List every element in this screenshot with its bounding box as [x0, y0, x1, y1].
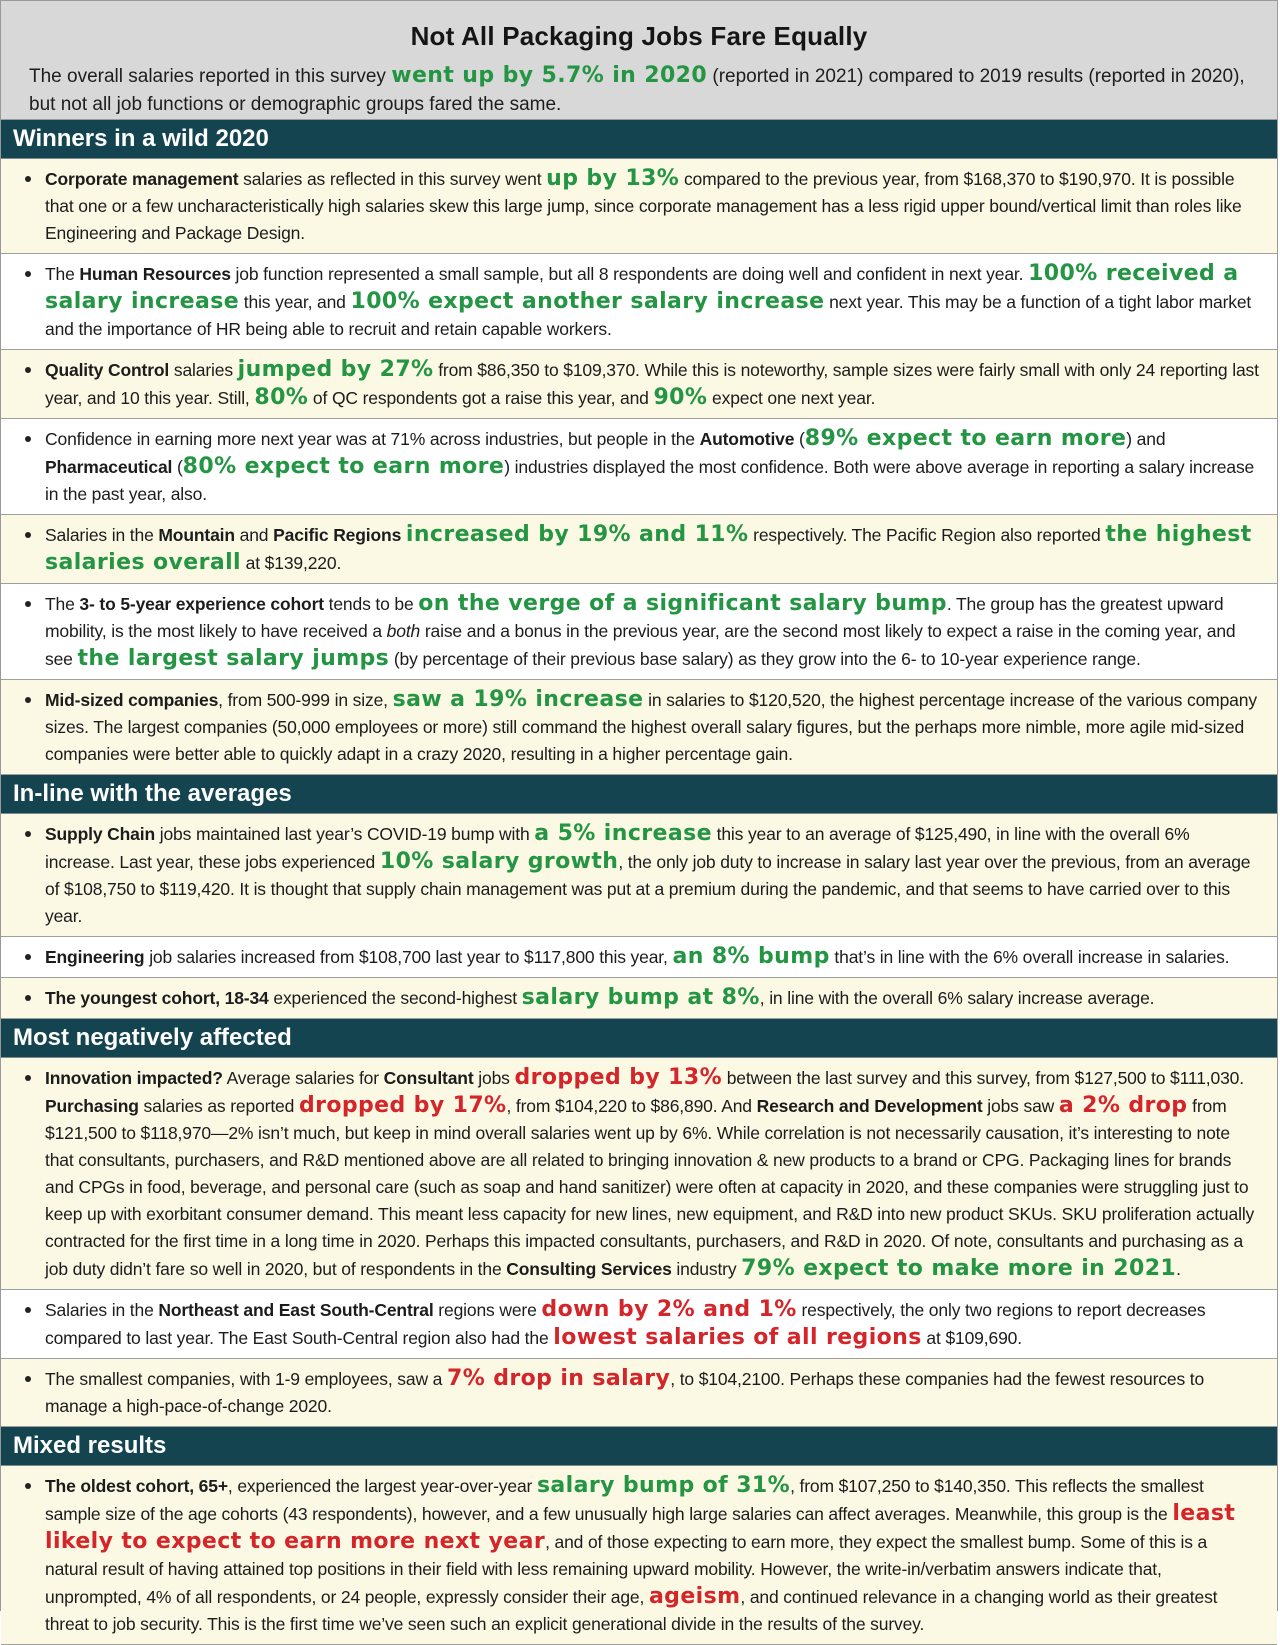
text-run: (reported in 2021) compared to 2019 results (reported in 2020), but not all job functions or demographic groups fared the same. — [29, 66, 1245, 115]
text-run: regions were — [433, 1300, 542, 1320]
list-item — [1, 515, 1277, 584]
bold-term: Corporate management — [45, 169, 239, 189]
text-run: from $86,350 to $109,370. While this is noteworthy, sample sizes were fairly small with only 24 reporting last year, and 10 this year. Still, — [45, 360, 1259, 408]
text-run: , to $104,2100. Perhaps these companies had the fewest resources to manage a high-pace-of-change 2020. — [45, 1369, 1205, 1416]
text-run: at $109,690. — [921, 1328, 1022, 1348]
text-run: next year. This may be a function of a tight labor market and the importance of HR being able to recruit and retain capable workers. — [45, 292, 1252, 339]
bold-term: 3- to 5-year experience cohort — [79, 594, 324, 614]
positive-highlight: 80% — [254, 385, 309, 410]
text-run: from $121,500 to $118,970—2% isn’t much, but keep in mind overall salaries went up by 6%. While correlation is not necessarily causation, it’s interesting to note that consultants, purchasers, and R&D mentioned above are all related to bringing innovation & new products to a brand or CPG. Packaging lines for brands and CPGs in food, beverage, and personal care (such as soap and hand sanitizer) were often at capacity in 2020, and these companies were struggling just to keep up with exorbitant consumer demand. This meant less capacity for new lines, new equipment, and R&D into new product SKUs. SKU proliferation actually contracted for the first time in a long time in 2020. Perhaps this impacted consultants, purchasers, and R&D in 2020. Of note, consultants and purchasing as a job duty didn’t fare so well in 2020, but of respondents in the — [45, 1096, 1255, 1279]
positive-highlight: the highest salaries overall — [45, 522, 1252, 575]
bold-term: Automotive — [699, 429, 795, 449]
text-run: . — [1176, 1259, 1181, 1279]
list-item — [1, 254, 1277, 350]
list-item — [1, 1058, 1277, 1290]
positive-highlight: 10% salary growth — [379, 849, 619, 874]
intro-text — [29, 62, 1249, 119]
negative-highlight: 7% drop in salary — [446, 1366, 671, 1391]
page-title: Not All Packaging Jobs Fare Equally — [410, 21, 868, 51]
list-item — [1, 1466, 1277, 1645]
list-item — [1, 814, 1277, 937]
text-run: salaries — [169, 360, 238, 380]
text-run: The smallest companies, with 1-9 employees, saw a — [45, 1369, 447, 1389]
text-run: salaries as reflected in this survey went — [238, 169, 547, 189]
section-heading: Most negatively affected — [1, 1019, 1277, 1058]
positive-highlight: jumped by 27% — [237, 357, 434, 382]
negative-highlight: least likely to expect to earn more next year — [45, 1501, 1236, 1554]
bold-term: Mid-sized companies — [45, 690, 219, 710]
text-run: in salaries to $120,520, the highest percentage increase of the various company sizes. The largest companies (50,000 employees or more) still command the highest overall salary figures, but the perhaps more nimble, more agile mid-sized companies were better able to quickly adapt in a crazy 2020, resulting in a higher percentage gain. — [45, 690, 1257, 764]
positive-highlight: an 8% bump — [672, 944, 830, 969]
list-item — [1, 584, 1277, 680]
bold-term: Northeast and East South-Central — [158, 1300, 434, 1320]
bold-term: Quality Control — [45, 360, 170, 380]
positive-highlight: the largest salary jumps — [77, 646, 390, 671]
text-run: between the last survey and this survey, from $127,500 to $111,030. — [722, 1068, 1244, 1088]
text-run: , from 500-999 in size, — [218, 690, 393, 710]
text-run: respectively, the only two regions to report decreases compared to last year. The East South-Central region also had the — [45, 1300, 1206, 1348]
text-run: and — [234, 525, 274, 545]
text-run: raise and a bonus in the previous year, are the second most likely to expect a raise in the coming year, and see — [45, 621, 1236, 669]
text-run: The overall salaries reported in this survey — [29, 66, 392, 87]
list-item — [1, 680, 1277, 775]
text-run: Confidence in earning more next year was at 71% across industries, but people in the — [45, 429, 700, 449]
text-run: , experienced the largest year-over-year — [227, 1476, 537, 1496]
list-item — [1, 350, 1277, 419]
bold-term: Mountain — [158, 525, 235, 545]
text-run: The — [45, 264, 80, 284]
section-heading: In-line with the averages — [1, 775, 1277, 814]
text-run: , and continued relevance in a changing world as their greatest threat to job security. This is the first time we’ve seen such an explicit generational divide in the results of the survey. — [45, 1587, 1218, 1634]
section-heading: Mixed results — [1, 1427, 1277, 1466]
positive-highlight: 79% expect to make more in 2021 — [741, 1256, 1177, 1281]
negative-highlight: dropped by 17% — [298, 1093, 507, 1118]
text-run: , and of those expecting to earn more, they expect the smallest bump. Some of this is a natural result of having attained top positions in their field with less remaining upward mobility. However, the write-in/verbatim answers indicate that, unprompted, 4% of all respondents, or 24 people, expressly consider their age, — [45, 1532, 1208, 1607]
text-run: , in line with the overall 6% salary increase average. — [759, 988, 1155, 1008]
positive-highlight: 80% expect to earn more — [182, 454, 505, 479]
positive-highlight: 100% received a salary increase — [45, 261, 1239, 314]
text-run: expect one next year. — [707, 388, 876, 408]
text-run: jobs maintained last year’s COVID-19 bump with — [155, 824, 535, 844]
bold-term: Consultant — [383, 1068, 474, 1088]
positive-highlight: 90% — [653, 385, 708, 410]
text-run: jobs saw — [982, 1096, 1059, 1116]
list-item — [1, 419, 1277, 515]
bold-term: Innovation impacted? — [45, 1068, 223, 1088]
section-heading: Winners in a wild 2020 — [1, 120, 1277, 159]
text-run: ) industries displayed the most confidence. Both were above average in reporting a salary increase in the past year, also. — [45, 457, 1255, 504]
positive-highlight: 100% expect another salary increase — [350, 289, 825, 314]
text-run: compared to the previous year, from $168,370 to $190,970. It is possible that one or a few uncharacteristically high salaries skew this large jump, since corporate management has a less rigid upper bound/vertical limit than roles like Engineering and Package Design. — [45, 169, 1242, 243]
text-run: , from $104,220 to $86,890. And — [506, 1096, 757, 1116]
text-run: industry — [671, 1259, 742, 1279]
positive-highlight: up by 13% — [546, 166, 680, 191]
text-run: ( — [172, 457, 183, 477]
text-run: The — [45, 594, 80, 614]
text-run: ( — [794, 429, 805, 449]
text-run: jobs — [473, 1068, 515, 1088]
list-item — [1, 978, 1277, 1019]
positive-highlight: saw a 19% increase — [392, 687, 644, 712]
text-run: Salaries in the — [45, 1300, 159, 1320]
list-item — [1, 937, 1277, 978]
list-item — [1, 159, 1277, 254]
list-item — [1, 1359, 1277, 1427]
text-run: , the only job duty to increase in salary last year over the previous, from an average of $108,750 to $119,420. It is thought that supply chain management was put at a premium during the pandemic, and that seems to have carried over to this year. — [45, 852, 1251, 926]
positive-highlight: a 5% increase — [534, 821, 712, 846]
text-run: of QC respondents got a raise this year, and — [308, 388, 654, 408]
text-run: respectively. The Pacific Region also reported — [748, 525, 1106, 545]
bold-term: Supply Chain — [45, 824, 156, 844]
text-run: this year to an average of $125,490, in line with the overall 6% increase. Last year, these jobs experienced — [45, 824, 1190, 872]
positive-highlight: increased by 19% and 11% — [405, 522, 749, 547]
positive-highlight: salary bump at 8% — [521, 985, 760, 1010]
bold-term: Purchasing — [45, 1096, 139, 1116]
text-run: tends to be — [323, 594, 419, 614]
negative-highlight: ageism — [648, 1584, 741, 1609]
bold-term: Consulting Services — [506, 1259, 672, 1279]
positive-highlight: on the verge of a significant salary bump — [418, 591, 947, 616]
text-run: experienced the second-highest — [268, 988, 522, 1008]
bold-term: Research and Development — [756, 1096, 983, 1116]
negative-highlight: dropped by 13% — [514, 1065, 723, 1090]
text-run: job function represented a small sample, but all 8 respondents are doing well and confident in next year. — [230, 264, 1029, 284]
negative-highlight: a 2% drop — [1058, 1093, 1188, 1118]
text-run: at $139,220. — [240, 553, 342, 573]
bold-term: Engineering — [45, 947, 145, 967]
text-run: this year, and — [239, 292, 351, 312]
bold-term: The oldest cohort, 65+ — [45, 1476, 228, 1496]
text-run: that’s in line with the 6% overall increase in salaries. — [829, 947, 1230, 967]
text-run: . The group has the greatest upward mobility, is the most likely to have received a — [45, 594, 1224, 641]
bold-term: Pharmaceutical — [45, 457, 173, 477]
text-run: salaries as reported — [138, 1096, 299, 1116]
intro-panel — [1, 1, 1277, 120]
negative-highlight: down by 2% and 1% — [541, 1297, 797, 1322]
text-run: , from $107,250 to $140,350. This reflects the smallest sample size of the age cohorts (43 respondents), however, and a few unusually high large salaries can affect averages. Meanwhile, this group is the — [45, 1476, 1204, 1524]
positive-highlight: salary bump of 31% — [536, 1473, 791, 1498]
bold-term: The youngest cohort, 18-34 — [45, 988, 269, 1008]
bold-term: Human Resources — [79, 264, 231, 284]
text-run: ) and — [1126, 429, 1166, 449]
text-run: job salaries increased from $108,700 last year to $117,800 this year, — [144, 947, 673, 967]
bold-term: Pacific Regions — [273, 525, 402, 545]
negative-highlight: lowest salaries of all regions — [553, 1325, 922, 1350]
positive-highlight: 89% expect to earn more — [804, 426, 1127, 451]
italic-term: both — [386, 621, 421, 641]
list-item — [1, 1290, 1277, 1359]
text-run: Salaries in the — [45, 525, 159, 545]
text-run: (by percentage of their previous base salary) as they grow into the 6- to 10-year experience range. — [389, 649, 1141, 669]
text-run: Average salaries for — [222, 1068, 384, 1088]
positive-highlight: went up by 5.7% in 2020 — [391, 63, 708, 88]
